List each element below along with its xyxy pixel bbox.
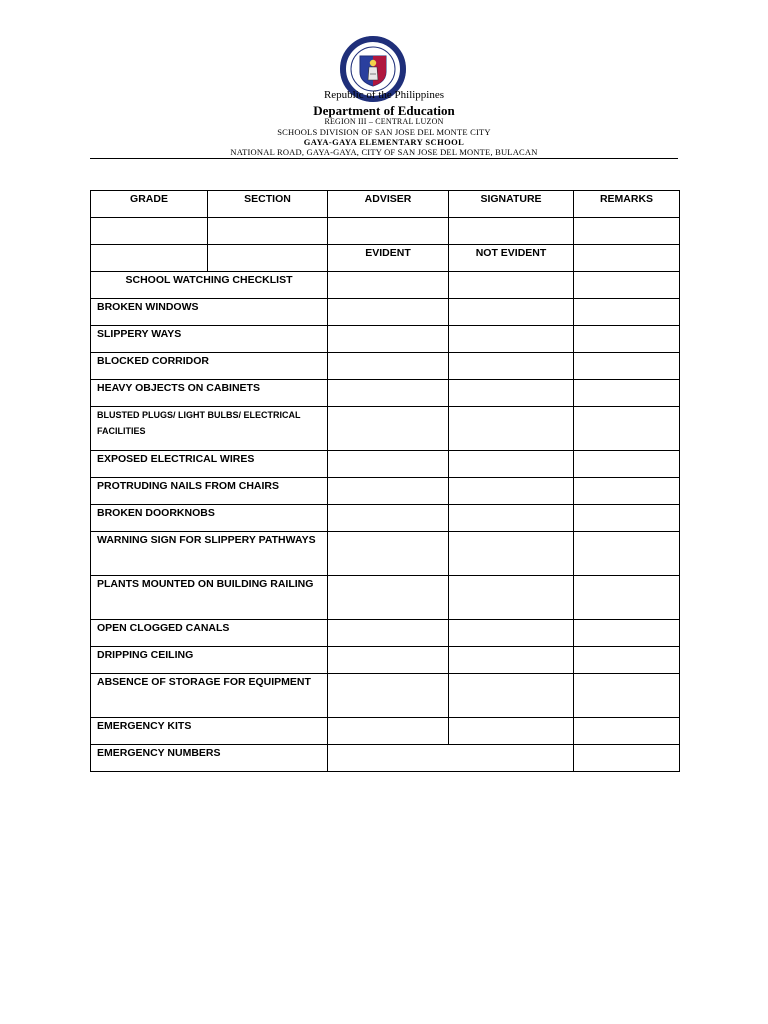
school-line: GAYA-GAYA ELEMENTARY SCHOOL: [303, 137, 465, 147]
checklist-item-label: DRIPPING CEILING: [91, 647, 328, 674]
not-evident-cell[interactable]: [449, 674, 574, 718]
table-row: [91, 532, 680, 576]
header-divider: [90, 158, 678, 159]
remarks-cell[interactable]: [574, 218, 680, 245]
table-row: [91, 505, 680, 532]
table-row: [91, 576, 680, 620]
checklist-title-row: [91, 272, 680, 299]
column-header-remarks: REMARKS: [574, 191, 680, 218]
evident-cell[interactable]: [328, 620, 449, 647]
not-evident-cell[interactable]: [449, 451, 574, 478]
remarks-cell[interactable]: [574, 407, 680, 451]
checklist-item-label: PLANTS MOUNTED ON BUILDING RAILING: [91, 576, 328, 620]
blank-cell: [574, 245, 680, 272]
remarks-cell[interactable]: [574, 299, 680, 326]
checklist-item-label: BLOCKED CORRIDOR: [91, 353, 328, 380]
not-evident-cell[interactable]: [449, 718, 574, 745]
table-row: [91, 647, 680, 674]
remarks-cell[interactable]: [574, 505, 680, 532]
not-evident-cell[interactable]: [449, 326, 574, 353]
column-header-signature: SIGNATURE: [449, 191, 574, 218]
blank-cell: [91, 245, 208, 272]
remarks-cell[interactable]: [574, 326, 680, 353]
remarks-cell[interactable]: [574, 576, 680, 620]
evident-cell[interactable]: [328, 718, 449, 745]
checklist-item-label: OPEN CLOGGED CANALS: [91, 620, 328, 647]
not-evident-cell[interactable]: [449, 620, 574, 647]
section-cell[interactable]: [208, 218, 328, 245]
evident-cell[interactable]: [328, 380, 449, 407]
remarks-cell[interactable]: [574, 272, 680, 299]
table-row-blank-entry: [91, 218, 680, 245]
column-header-not-evident: NOT EVIDENT: [449, 245, 574, 272]
column-header-evident: EVIDENT: [328, 245, 449, 272]
checklist-title: SCHOOL WATCHING CHECKLIST: [91, 272, 328, 299]
evident-cell[interactable]: [328, 532, 449, 576]
checklist-item-label: HEAVY OBJECTS ON CABINETS: [91, 380, 328, 407]
not-evident-cell[interactable]: [449, 647, 574, 674]
checklist-item-label: WARNING SIGN FOR SLIPPERY PATHWAYS: [91, 532, 328, 576]
table-row: [91, 407, 680, 451]
not-evident-cell[interactable]: [449, 478, 574, 505]
remarks-cell[interactable]: [574, 718, 680, 745]
checklist-item-label: BLUSTED PLUGS/ LIGHT BULBS/ ELECTRICAL FACILITIES: [91, 407, 328, 451]
evident-cell[interactable]: [328, 272, 449, 299]
evident-cell[interactable]: [328, 353, 449, 380]
blank-cell: [208, 245, 328, 272]
table-row: [91, 326, 680, 353]
column-header-section: SECTION: [208, 191, 328, 218]
signature-cell[interactable]: [449, 218, 574, 245]
evident-cell[interactable]: [328, 478, 449, 505]
checklist-item-label: BROKEN DOORKNOBS: [91, 505, 328, 532]
remarks-cell[interactable]: [574, 745, 680, 772]
table-row: [91, 299, 680, 326]
table-header-row: [91, 191, 680, 218]
region-line: REGION III – CENTRAL LUZON: [324, 117, 444, 126]
checklist-item-label: EMERGENCY NUMBERS: [91, 745, 328, 772]
evidence-header-row: [91, 245, 680, 272]
evident-cell[interactable]: [328, 647, 449, 674]
evident-cell[interactable]: [328, 576, 449, 620]
department-line: Department of Education: [313, 103, 455, 118]
checklist-item-label: PROTRUDING NAILS FROM CHAIRS: [91, 478, 328, 505]
not-evident-cell[interactable]: [449, 380, 574, 407]
emergency-numbers-cell[interactable]: [328, 745, 574, 772]
evident-cell[interactable]: [328, 451, 449, 478]
column-header-adviser: ADVISER: [328, 191, 449, 218]
remarks-cell[interactable]: [574, 451, 680, 478]
not-evident-cell[interactable]: [449, 532, 574, 576]
evident-cell[interactable]: [328, 299, 449, 326]
not-evident-cell[interactable]: [449, 505, 574, 532]
remarks-cell[interactable]: [574, 353, 680, 380]
checklist-item-label: BROKEN WINDOWS: [91, 299, 328, 326]
remarks-cell[interactable]: [574, 620, 680, 647]
column-header-grade: GRADE: [91, 191, 208, 218]
remarks-cell[interactable]: [574, 380, 680, 407]
not-evident-cell[interactable]: [449, 576, 574, 620]
evident-cell[interactable]: [328, 674, 449, 718]
checklist-item-label: EXPOSED ELECTRICAL WIRES: [91, 451, 328, 478]
adviser-cell[interactable]: [328, 218, 449, 245]
table-row: [91, 353, 680, 380]
table-row: [91, 745, 680, 772]
table-row: [91, 478, 680, 505]
not-evident-cell[interactable]: [449, 299, 574, 326]
evident-cell[interactable]: [328, 505, 449, 532]
school-watching-checklist-table: [90, 190, 680, 772]
remarks-cell[interactable]: [574, 532, 680, 576]
table-row: [91, 718, 680, 745]
remarks-cell[interactable]: [574, 674, 680, 718]
remarks-cell[interactable]: [574, 647, 680, 674]
checklist-item-label: ABSENCE OF STORAGE FOR EQUIPMENT: [91, 674, 328, 718]
republic-line: Republic of the Philippines: [323, 89, 445, 101]
checklist-item-label: EMERGENCY KITS: [91, 718, 328, 745]
table-row: [91, 380, 680, 407]
division-line: SCHOOLS DIVISION OF SAN JOSE DEL MONTE CITY: [277, 127, 491, 137]
table-row: [91, 674, 680, 718]
remarks-cell[interactable]: [574, 478, 680, 505]
not-evident-cell[interactable]: [449, 353, 574, 380]
table-row: [91, 451, 680, 478]
not-evident-cell[interactable]: [449, 272, 574, 299]
address-line: NATIONAL ROAD, GAYA-GAYA, CITY OF SAN JOSE DEL MONTE, BULACAN: [230, 147, 538, 157]
not-evident-cell[interactable]: [449, 407, 574, 451]
evident-cell[interactable]: [328, 326, 449, 353]
grade-cell[interactable]: [91, 218, 208, 245]
table-row: [91, 620, 680, 647]
checklist-item-label: SLIPPERY WAYS: [91, 326, 328, 353]
evident-cell[interactable]: [328, 407, 449, 451]
